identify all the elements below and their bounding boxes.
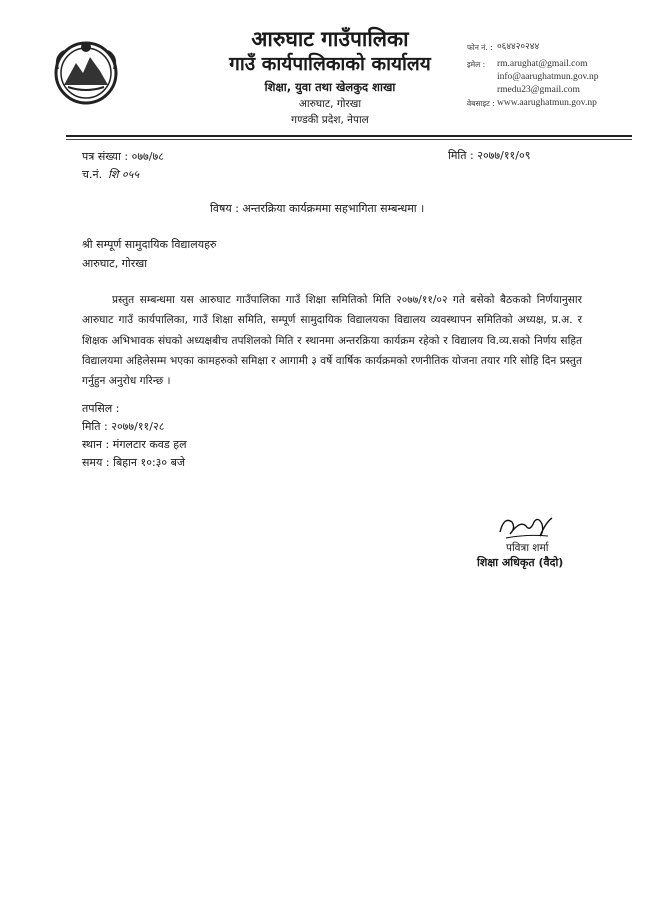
website-label: वेबसाइट : (467, 99, 495, 108)
signatory-title: शिक्षा अधिकृत (वैदो) (477, 556, 564, 569)
dispatch-label: च.नं. (82, 168, 103, 181)
recipient-line-1: श्री सम्पूर्ण सामुदायिक विद्यालयहरु (82, 238, 217, 251)
reference-number: पत्र संख्या : ०७७/७८ (82, 150, 164, 163)
website: www.aarughatmun.gov.np (497, 98, 597, 108)
detail-place: स्थान : मंगलटार कवड हल (82, 438, 187, 451)
detail-date: मिति : २०७७/११/२८ (82, 420, 165, 433)
letter-date: मिति : २०७७/११/०९ (448, 149, 531, 162)
office-location: आरुघाट, गोरखा (298, 98, 362, 110)
letter-body: प्रस्तुत सम्बन्धमा यस आरुघाट गाउँपालिका गाउँ शिक्षा समितिको मिति २०७७/११/०२ गते बसेको बैठकको निर्णयानुसार आरुघाट गाउँ कार्यपालिका, गाउँ शिक्षा समिति, सम्पूर्ण सामुदायिक विद्यालयका विद्यालय व्यवस्थापन समितिको अध्यक्ष, प्र.अ. र शिक्षक अभिभावक संघको अध्यक्षबीच तपशिलको मिति र स्थानमा अन्तरक्रिया कार्यक्रम रहेको र विद्यालय वि.व्य.सको निर्णय सहित विद्यालयमा अहिलेसम्म भएका कामहरुको समिक्षा र आगामी ३ वर्षे वार्षिक कार्यक्रमको रणनीतिक योजना तयार गरि सोहि दिन प्रस्तुत गर्नुहुन अनुरोध गरिन्छ । (82, 294, 582, 388)
header-divider (66, 135, 632, 137)
phone-number: ०६४४२०२४४ (497, 42, 540, 52)
signatory-name: पवित्रा शर्मा (506, 542, 549, 554)
phone-label: फोन नं. : (467, 43, 493, 52)
email-label: इमेल : (467, 60, 486, 69)
dispatch-value: शि ०५५ (108, 168, 140, 181)
section-name: शिक्षा, युवा तथा खेलकुद शाखा (264, 80, 396, 94)
contact-block (467, 41, 657, 110)
email-3: rmedu23@gmail.com (497, 85, 580, 95)
nepal-emblem-icon (50, 35, 122, 107)
details-heading: तपसिल : (82, 402, 120, 415)
email-2: info@aarughatmun.gov.np (497, 72, 599, 82)
handwritten-signature (496, 510, 556, 542)
header-divider-thin (66, 139, 632, 140)
province-country: गण्डकी प्रदेश, नेपाल (291, 114, 369, 126)
office-name: गाउँ कार्यपालिकाको कार्यालय (229, 53, 431, 75)
detail-time: समय : बिहान १०:३० बजे (82, 456, 186, 469)
municipality-name: आरुघाट गाउँपालिका (251, 27, 409, 51)
recipient-line-2: आरुघाट, गोरखा (82, 257, 148, 270)
email-1: rm.arughat@gmail.com (497, 59, 588, 69)
dispatch-number (82, 167, 139, 182)
letterhead (205, 26, 455, 128)
letter-subject: विषय : अन्तरक्रिया कार्यक्रममा सहभागिता सम्बन्धमा । (210, 202, 425, 215)
